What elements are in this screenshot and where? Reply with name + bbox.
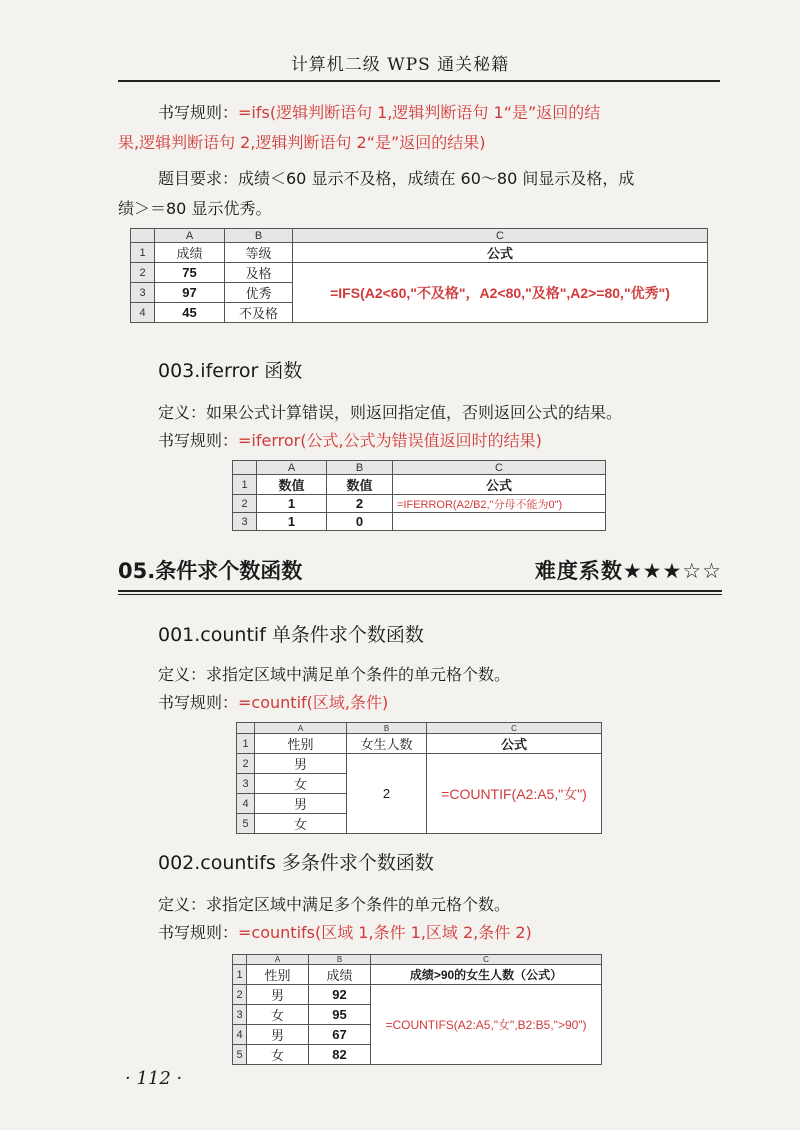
table-header-cell: 公式 xyxy=(293,243,708,263)
formula-cell: =IFS(A2<60,"不及格"，A2<80,"及格",A2>=80,"优秀") xyxy=(293,263,708,323)
iferror-definition: 定义：如果公式计算错误，则返回指定值，否则返回公式的结果。 xyxy=(158,403,623,422)
result-cell: 2 xyxy=(347,754,427,834)
section-rule-thin xyxy=(118,594,722,595)
countif-example-table xyxy=(236,722,602,834)
table-cell: 1 xyxy=(257,495,327,513)
table-cell: 女 xyxy=(247,1005,309,1025)
col-header: B xyxy=(309,955,371,965)
col-header: B xyxy=(327,461,393,475)
row-number: 1 xyxy=(131,243,155,263)
col-header: C xyxy=(293,229,708,243)
countif-rule-label: 书写规则： xyxy=(158,693,239,712)
ifs-requirement-line1: 题目要求：成绩＜60 显示不及格，成绩在 60～80 间显示及格，成 xyxy=(158,169,635,188)
table-header-cell: 性别 xyxy=(255,734,347,754)
countifs-rule-label: 书写规则： xyxy=(158,923,239,942)
formula-cell: =IFERROR(A2/B2,"分母不能为0") xyxy=(393,495,606,513)
ifs-rule-line2: 果,逻辑判断语句 2,逻辑判断语句 2“是”返回的结果) xyxy=(118,133,486,152)
row-number: 2 xyxy=(233,985,247,1005)
table-header-cell: 性别 xyxy=(247,965,309,985)
table-cell: 优秀 xyxy=(225,283,293,303)
table-cell: 2 xyxy=(327,495,393,513)
col-header: A xyxy=(255,723,347,734)
ifs-rule-label: 书写规则： xyxy=(158,103,239,122)
table-cell: 75 xyxy=(155,263,225,283)
header-rule xyxy=(118,80,720,82)
formula-cell: =COUNTIF(A2:A5,"女") xyxy=(427,754,602,834)
countifs-heading: 002.countifs 多条件求个数函数 xyxy=(158,852,434,874)
ifs-requirement-line2: 绩＞＝80 显示优秀。 xyxy=(118,199,272,218)
row-number: 1 xyxy=(237,734,255,754)
table-cell: 男 xyxy=(247,1025,309,1045)
col-header: A xyxy=(247,955,309,965)
table-cell: 95 xyxy=(309,1005,371,1025)
row-number: 2 xyxy=(233,495,257,513)
table-cell: 0 xyxy=(327,513,393,531)
corner-cell xyxy=(131,229,155,243)
row-number: 3 xyxy=(237,774,255,794)
section-heading xyxy=(118,555,722,585)
table-header-cell: 成绩>90的女生人数（公式） xyxy=(371,965,602,985)
table-cell: 不及格 xyxy=(225,303,293,323)
table-header-cell: 公式 xyxy=(427,734,602,754)
iferror-rule-text: =iferror(公式,公式为错误值返回时的结果) xyxy=(238,431,542,450)
countifs-rule xyxy=(158,920,532,946)
table-cell: 男 xyxy=(255,794,347,814)
iferror-example-table xyxy=(232,460,606,531)
table-header-cell: 数值 xyxy=(327,475,393,495)
table-cell: 82 xyxy=(309,1045,371,1065)
iferror-rule-label: 书写规则： xyxy=(158,431,239,450)
table-cell: 女 xyxy=(255,774,347,794)
row-number: 2 xyxy=(237,754,255,774)
iferror-heading: 003.iferror 函数 xyxy=(158,360,303,382)
table-cell: 45 xyxy=(155,303,225,323)
col-header: B xyxy=(225,229,293,243)
section-title: 05.条件求个数函数 xyxy=(118,559,303,583)
col-header: C xyxy=(393,461,606,475)
row-number: 4 xyxy=(131,303,155,323)
table-header-cell: 成绩 xyxy=(155,243,225,263)
ifs-rule-text: =ifs(逻辑判断语句 1,逻辑判断语句 1“是”返回的结 xyxy=(238,103,601,122)
row-number: 2 xyxy=(131,263,155,283)
col-header: C xyxy=(371,955,602,965)
table-cell: 男 xyxy=(247,985,309,1005)
iferror-rule xyxy=(158,428,542,454)
ifs-example-table xyxy=(130,228,708,323)
table-cell xyxy=(393,513,606,531)
table-header-cell: 女生人数 xyxy=(347,734,427,754)
table-cell: 女 xyxy=(255,814,347,834)
col-header: A xyxy=(155,229,225,243)
countif-heading: 001.countif 单条件求个数函数 xyxy=(158,624,424,646)
table-cell: 1 xyxy=(257,513,327,531)
section-rule xyxy=(118,590,722,592)
row-number: 4 xyxy=(233,1025,247,1045)
table-cell: 女 xyxy=(247,1045,309,1065)
countifs-example-table xyxy=(232,954,602,1065)
row-number: 3 xyxy=(233,1005,247,1025)
row-number: 1 xyxy=(233,965,247,985)
col-header: C xyxy=(427,723,602,734)
row-number: 5 xyxy=(233,1045,247,1065)
countifs-rule-text: =countifs(区域 1,条件 1,区域 2,条件 2) xyxy=(238,923,532,942)
countifs-definition: 定义：求指定区域中满足多个条件的单元格个数。 xyxy=(158,895,511,914)
formula-cell: =COUNTIFS(A2:A5,"女",B2:B5,">90") xyxy=(371,985,602,1065)
difficulty-rating: 难度系数★★★☆☆ xyxy=(534,559,722,583)
table-cell: 92 xyxy=(309,985,371,1005)
countif-definition: 定义：求指定区域中满足单个条件的单元格个数。 xyxy=(158,665,511,684)
table-cell: 97 xyxy=(155,283,225,303)
countif-rule-text: =countif(区域,条件) xyxy=(238,693,389,712)
countif-rule xyxy=(158,690,388,716)
table-header-cell: 等级 xyxy=(225,243,293,263)
row-number: 3 xyxy=(131,283,155,303)
table-cell: 及格 xyxy=(225,263,293,283)
ifs-rule-line1 xyxy=(158,100,600,126)
page-number: · 112 · xyxy=(125,1068,183,1089)
table-cell: 67 xyxy=(309,1025,371,1045)
corner-cell xyxy=(237,723,255,734)
corner-cell xyxy=(233,955,247,965)
table-header-cell: 公式 xyxy=(393,475,606,495)
row-number: 4 xyxy=(237,794,255,814)
table-header-cell: 成绩 xyxy=(309,965,371,985)
col-header: A xyxy=(257,461,327,475)
table-header-cell: 数值 xyxy=(257,475,327,495)
row-number: 5 xyxy=(237,814,255,834)
col-header: B xyxy=(347,723,427,734)
row-number: 1 xyxy=(233,475,257,495)
corner-cell xyxy=(233,461,257,475)
table-cell: 男 xyxy=(255,754,347,774)
row-number: 3 xyxy=(233,513,257,531)
running-header: 计算机二级 WPS 通关秘籍 xyxy=(290,55,510,75)
